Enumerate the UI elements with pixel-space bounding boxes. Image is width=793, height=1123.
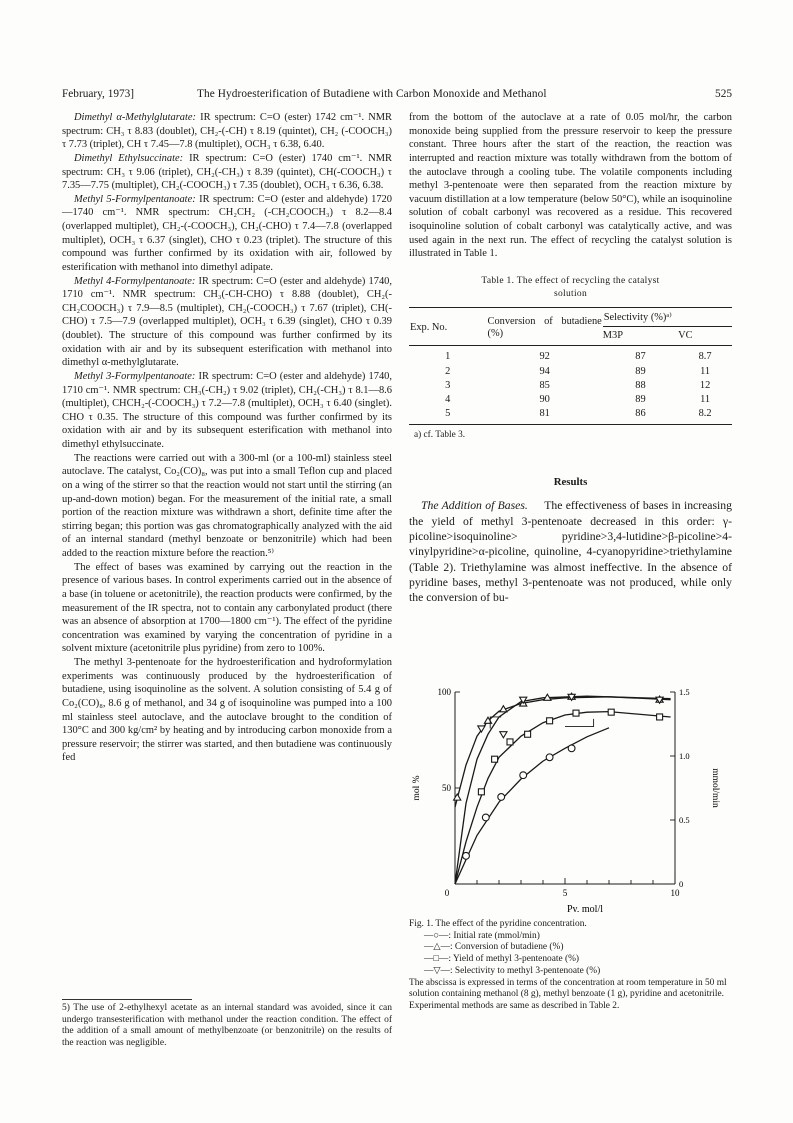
cell-exp: 5 — [445, 408, 451, 420]
compound-name: Dimethyl Ethylsuccinate: — [74, 152, 184, 164]
data-point-inverted-triangle — [478, 726, 485, 732]
x-tick-label: 10 — [670, 888, 680, 898]
legend-symbol: —▽—: — [424, 965, 453, 976]
legend-label: Selectivity to methyl 3-pentenoate (%) — [454, 965, 601, 976]
data-point-square — [657, 714, 663, 720]
cell-vc: 8.2 — [698, 408, 712, 420]
data-point-square — [547, 718, 553, 724]
caption-title: Fig. 1. The effect of the pyridine concentration. — [409, 919, 587, 929]
figure-caption — [409, 919, 732, 1013]
cell-conversion: 81 — [539, 408, 550, 420]
y-left-tick-label: 100 — [437, 687, 451, 697]
table-caption — [409, 275, 732, 301]
cell-m3p: 88 — [635, 379, 646, 391]
table-footnote: a) cf. Table 3. — [414, 430, 466, 441]
legend-symbol: —△—: — [424, 942, 453, 953]
compound-data: IR spectrum: C=O (ester) 1742 cm⁻¹. NMR spectrum: CH₃ τ 8.83 (doublet), CH₂-(-CH) τ 8.19 (quintet), CH₂ (-COOCH₃) τ 7.73 (triplet), CH τ 7.45—7.8 (multiplet), OCH₃ τ 6.38, 6.40. — [62, 112, 393, 151]
legend-symbol: —○—: — [424, 930, 452, 941]
cell-vc: 8.7 — [698, 351, 712, 363]
footnote: 5) The use of 2-ethylhexyl acetate as an internal standard was avoided, since it can undergo transesterification with methanol under the reaction condition. The effect of the addition of a small amount of methylbenzoate (or benzonitrile) on the results of the reaction was negligible. — [62, 1003, 392, 1048]
series-curve-square — [455, 712, 671, 884]
data-point-square — [492, 756, 498, 762]
cell-conversion: 94 — [539, 365, 550, 377]
running-header — [62, 88, 732, 104]
y-right-tick-label: 0.5 — [679, 815, 690, 825]
legend-entry — [409, 942, 732, 954]
legend-symbol: —□—: — [424, 954, 452, 965]
data-point-square — [573, 710, 579, 716]
cell-exp: 1 — [445, 351, 451, 363]
left-column — [62, 111, 392, 765]
cell-vc: 11 — [700, 393, 711, 405]
paragraph: from the bottom of the autoclave at a rate of 0.05 mol/hr, the carbon monoxide being supplied from the pressure reservoir to keep the pressure constant. Three hours after the start of the reaction, the reaction was interrupted and reaction mixture was totally withdrawn from the bottom of the autoclave through a cooling tube. The volatile components including methyl 3-pentenoate were then separated from the reaction mixture by vacuum distillation at a low temperature (below 50°C), while an isoquinoline solution of cobalt carbonyl was recovered as a residue. This recovered isoquinoline solution of cobalt carbonyl was catalytically active, and was used again in the next run. The effect of recycling the catalyst solution is illustrated in Table 1. — [409, 112, 732, 260]
compound-entry — [62, 275, 392, 370]
paragraph — [409, 498, 732, 605]
page-number: 525 — [715, 88, 732, 100]
legend-label: Conversion of butadiene (%) — [454, 942, 564, 953]
data-point-square — [478, 789, 484, 795]
header-selectivity: Selectivity (%)ᵃ⁾ — [603, 307, 732, 326]
compound-data: IR spectrum: C=O (ester and aldehyde) 1740, 1710 cm⁻¹. NMR spectrum: CH₃(-CH₂) τ 9.02 (triplet), CH₂(-CH₃) τ 8.1—8.6 (multiplet), CHCH₂-(-COOCH₃) τ 7.2—7.8 (multiplet), OCH₃ τ 6.40 (singlet). CHO τ 0.35. The structure of this compound was further confirmed by its oxidation with air and by its subsequent esterification with methanol into dimethyl ethylsuccinate. — [62, 370, 392, 450]
annotation-arrow — [565, 719, 594, 727]
legend-label: Initial rate (mmol/min) — [453, 930, 540, 941]
cell-exp: 3 — [445, 379, 451, 391]
data-point-square — [525, 731, 531, 737]
compound-entry — [62, 370, 392, 452]
y-left-tick-label: 50 — [442, 783, 451, 793]
header-vc: VC — [678, 329, 693, 341]
legend-entry — [409, 931, 732, 943]
cell-m3p: 89 — [635, 365, 646, 377]
header-conversion: Conversion of butadiene (%) — [487, 316, 602, 339]
x-axis-label: Py, mol/l — [566, 904, 604, 912]
data-point-circle — [546, 754, 553, 761]
cell-vc: 11 — [700, 365, 711, 377]
compound-entry — [62, 193, 392, 275]
data-point-inverted-triangle — [500, 732, 507, 738]
compound-data: IR spectrum: C=O (ester and aldehyde) 1740, 1710 cm⁻¹. NMR spectrum: CH₃(-CH-CHO) τ 8.88 (doublet), CH₂(-CH₂COOCH₃) τ 7.9—8.5 (multiplet), CH₂(-COOCH₃) τ 7.67 (triplet), CH(-CHO) τ 7.5—7.9 (overlapped multiplet), OCH₃ τ 6.39 (singlet), CHO τ 0.39 (doublet). The structure of this compound was further confirmed by its oxidation with air and by its subsequent esterification with methanol into dimethyl α-methylglutarate. — [62, 275, 392, 369]
compound-name: Methyl 3-Formylpentanoate: — [74, 370, 196, 382]
compound-name: Dimethyl α-Methylglutarate: — [74, 112, 197, 123]
y-right-tick-label: 1.5 — [679, 687, 690, 697]
recycling-table — [409, 307, 732, 425]
header-exp: Exp. No. — [410, 322, 448, 334]
data-point-circle — [482, 814, 489, 821]
footnote-rule — [62, 999, 192, 1000]
cell-exp: 2 — [445, 365, 451, 377]
subsection-lead: The Addition of Bases. — [421, 499, 528, 513]
y-right-tick-label: 1.0 — [679, 751, 690, 761]
issue-date: February, 1973] — [62, 88, 135, 100]
compound-entry — [62, 111, 392, 152]
data-point-circle — [463, 852, 470, 859]
paragraph-text: The effectiveness of bases in increasing the yield of methyl 3-pentenoate decreased in this order: γ-picoline>isoquinoline> pyridine>3,4-lutidine>β-picoline>4-vinylpyridine>α-picoline, quinoline, 4-cyanopyridine>triethylamine (Table 2). Triethylamine was almost ineffective. In the absence of pyridine bases, methyl 3-pentenoate was not produced, while only the conversion of bu- — [409, 499, 732, 605]
table-caption-line: Table 1. The effect of recycling the catalyst — [481, 275, 660, 286]
section-heading: Results — [553, 475, 588, 488]
series-curve-triangle — [455, 697, 671, 807]
paragraph: The effect of bases was examined by carrying out the reaction in the presence of various bases. In control experiments carried out in the absence of a base (in toluene or acetonitrile), the reaction products were confirmed, by the measurement of the IR spectra, not to contain any carbonylated product (there was an absence of absorption at 1700—1800 cm⁻¹). The effect of the pyridine concentration was examined by varying the concentration of pyridine in a solvent mixture (acetonitrile plus pyridine) from zero to 100%. — [62, 561, 392, 655]
data-point-circle — [568, 745, 575, 752]
table-row — [409, 364, 732, 378]
compound-data: IR spectrum: C=O (ester) 1740 cm⁻¹. NMR spectrum: CH₃ τ 9.06 (triplet), CH₂(-CH₃) τ 8.39 (quintet), CH(-COOCH₃) τ 7.35—7.75 (multiplet), CH₂(-COOCH₃) τ 7.35 (doublet), OCH₃ τ 6.36, 6.38. — [62, 152, 392, 192]
cell-vc: 12 — [699, 379, 711, 391]
x-tick-label: 5 — [562, 888, 568, 898]
right-column — [409, 111, 732, 605]
data-point-circle — [520, 772, 527, 779]
header-m3p: M3P — [602, 329, 623, 341]
compound-data: IR spectrum: C=O (ester and aldehyde) 1720—1740 cm⁻¹. NMR spectrum: CH₂CH₂ (-CH₂COOCH₃) τ 8.2—8.4 (overlapped multiplet), CH₂-(-COOCH₃), CH₂(-CHO) τ 7.4—7.8 (overlapped multiplet), OCH₃ τ 6.37 (singlet), CHO τ 0.23 (triplet). The structure of this compound was further confirmed by its oxidation with air, followed by esterification with methanol into dimethyl adipate. — [62, 193, 392, 273]
compound-name: Methyl 4-Formylpentanoate: — [74, 275, 196, 287]
cell-conversion: 85 — [539, 379, 550, 391]
legend-label: Yield of methyl 3-pentenoate (%) — [453, 954, 580, 965]
y-right-tick-label: 0 — [679, 879, 684, 889]
cell-m3p: 89 — [635, 393, 646, 405]
y-left-label: mol % — [412, 775, 422, 801]
compound-name: Methyl 5-Formylpentanoate: — [74, 193, 196, 205]
caption-note: The abscissa is expressed in terms of the concentration at room temperature in 50 ml solution containing methanol (8 g), methyl benzoate (1 g), pyridine and acetonitrile. Experimental methods are same as described in Table 2. — [409, 977, 727, 1011]
cell-m3p: 87 — [635, 351, 646, 363]
legend-entry — [409, 954, 732, 966]
paragraph: The methyl 3-pentenoate for the hydroesterification and hydroformylation experiments was continuously produced by the hydroesterification of butadiene, using isoquinoline as the solvent. A solution consisting of 5.4 g of Co₂(CO)₈, 8.6 g of methanol, and 34 g of isoquinoline was pumped into a 100 ml stainless steel autoclave, and the autoclave brought to the condition of 130°C and 300 kg/cm² by heating and by introducing carbon monoxide from a pressure reservoir; the stirrer was started, and then butadiene was continuously fed — [62, 657, 392, 764]
legend-entry — [409, 966, 732, 978]
y-right-label: mmol/min — [710, 768, 720, 808]
data-point-circle — [498, 794, 505, 801]
series-curve-inverted-triangle — [455, 696, 671, 884]
pyridine-chart — [409, 672, 732, 912]
cell-exp: 4 — [445, 393, 451, 405]
figure-1 — [409, 672, 732, 912]
running-title: The Hydroesterification of Butadiene with Carbon Monoxide and Methanol — [197, 88, 547, 100]
table-row — [409, 346, 732, 365]
table-row — [409, 393, 732, 407]
data-point-square — [608, 709, 614, 715]
cell-conversion: 90 — [539, 393, 550, 405]
table-caption-line: solution — [553, 288, 587, 299]
cell-conversion: 92 — [539, 351, 550, 363]
cell-m3p: 86 — [635, 408, 646, 420]
table-row — [409, 407, 732, 425]
x-tick-label: 0 — [444, 888, 450, 898]
data-point-square — [507, 739, 513, 745]
compound-entry — [62, 152, 392, 193]
table-row — [409, 379, 732, 393]
paragraph: The reactions were carried out with a 300-ml (or a 100-ml) stainless steel autoclave. The catalyst, Co₂(CO)₈, was put into a small Teflon cup and placed on a wing of the stirrer so that the reaction would not start until the stirring (an up-and-down motion) began. For the measurement of the initial rate, a small portion of the reaction mixture was withdrawn a short, definite time after the stirring began; this portion was gas chromatographically analyzed with the aid of an internal standard (methyl benzoate or benzonitrile) which had been added to the reaction mixture before the reaction.⁵⁾ — [62, 452, 392, 559]
